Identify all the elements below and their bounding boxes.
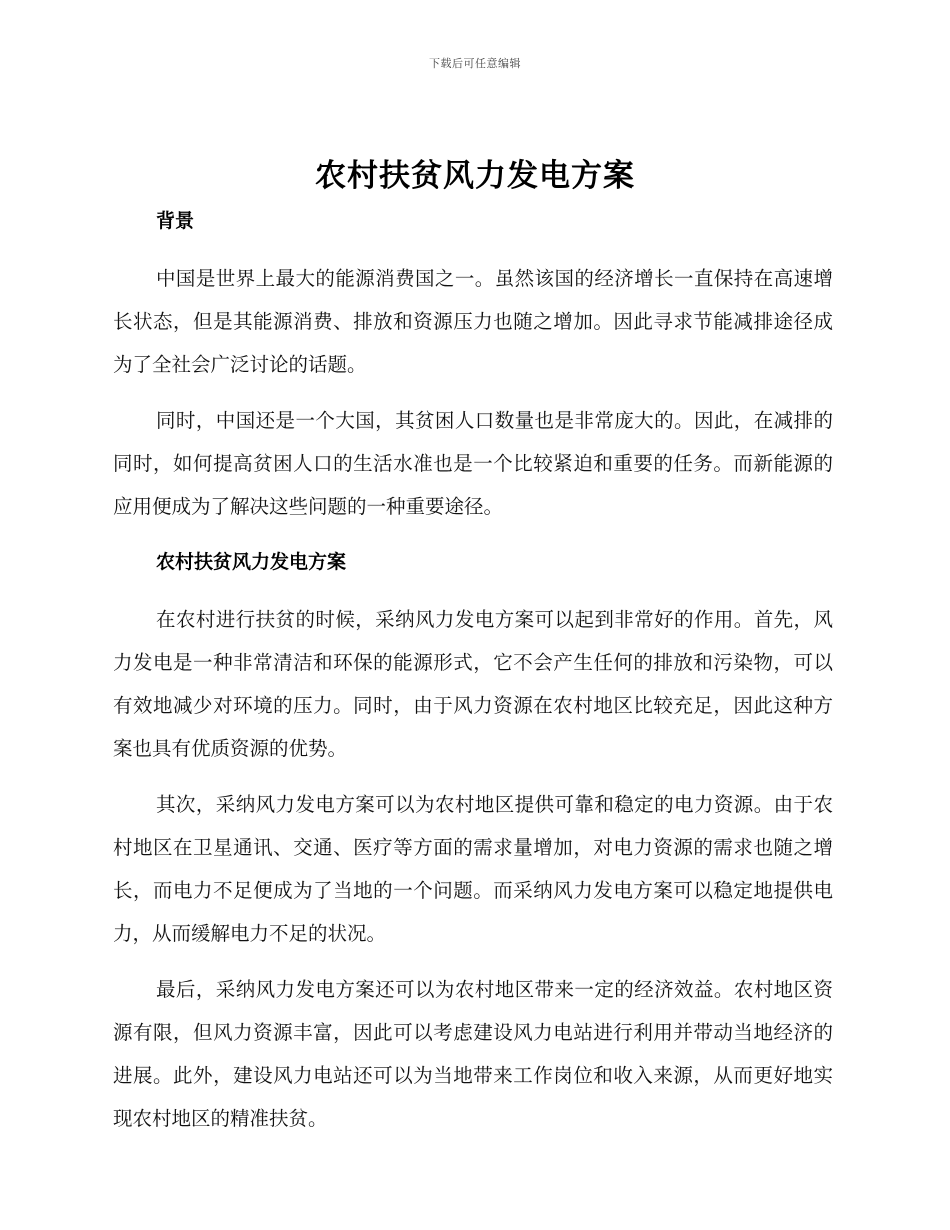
document-body [113, 200, 833, 1140]
paragraph: 同时，中国还是一个大国，其贫困人口数量也是非常庞大的。因此，在减排的同时，如何提高贫困人口的生活水准也是一个比较紧迫和重要的任务。而新能源的应用便成为了解决这些问题的一种重要途径。 [113, 409, 833, 518]
section-heading-background: 背景 [156, 210, 195, 232]
header-note: 下载后可任意编辑 [429, 57, 521, 70]
paragraph: 中国是世界上最大的能源消费国之一。虽然该国的经济增长一直保持在高速增长状态，但是其能源消费、排放和资源压力也随之增加。因此寻求节能减排途径成为了全社会广泛讨论的话题。 [113, 267, 833, 376]
document-title: 农村扶贫风力发电方案 [315, 158, 635, 194]
section-heading-plan: 农村扶贫风力发电方案 [156, 551, 347, 573]
paragraph: 在农村进行扶贫的时候，采纳风力发电方案可以起到非常好的作用。首先，风力发电是一种非常清洁和环保的能源形式，它不会产生任何的排放和污染物，可以有效地减少对环境的压力。同时，由于风力资源在农村地区比较充足，因此这种方案也具有优质资源的优势。 [113, 608, 833, 760]
paragraph: 其次，采纳风力发电方案可以为农村地区提供可靠和稳定的电力资源。由于农村地区在卫星通讯、交通、医疗等方面的需求量增加，对电力资源的需求也随之增长，而电力不足便成为了当地的一个问题。而采纳风力发电方案可以稳定地提供电力，从而缓解电力不足的状况。 [113, 793, 833, 945]
paragraph: 最后，采纳风力发电方案还可以为农村地区带来一定的经济效益。农村地区资源有限，但风力资源丰富，因此可以考虑建设风力电站进行利用并带动当地经济的进展。此外，建设风力电站还可以为当地带来工作岗位和收入来源，从而更好地实现农村地区的精准扶贫。 [113, 978, 833, 1130]
